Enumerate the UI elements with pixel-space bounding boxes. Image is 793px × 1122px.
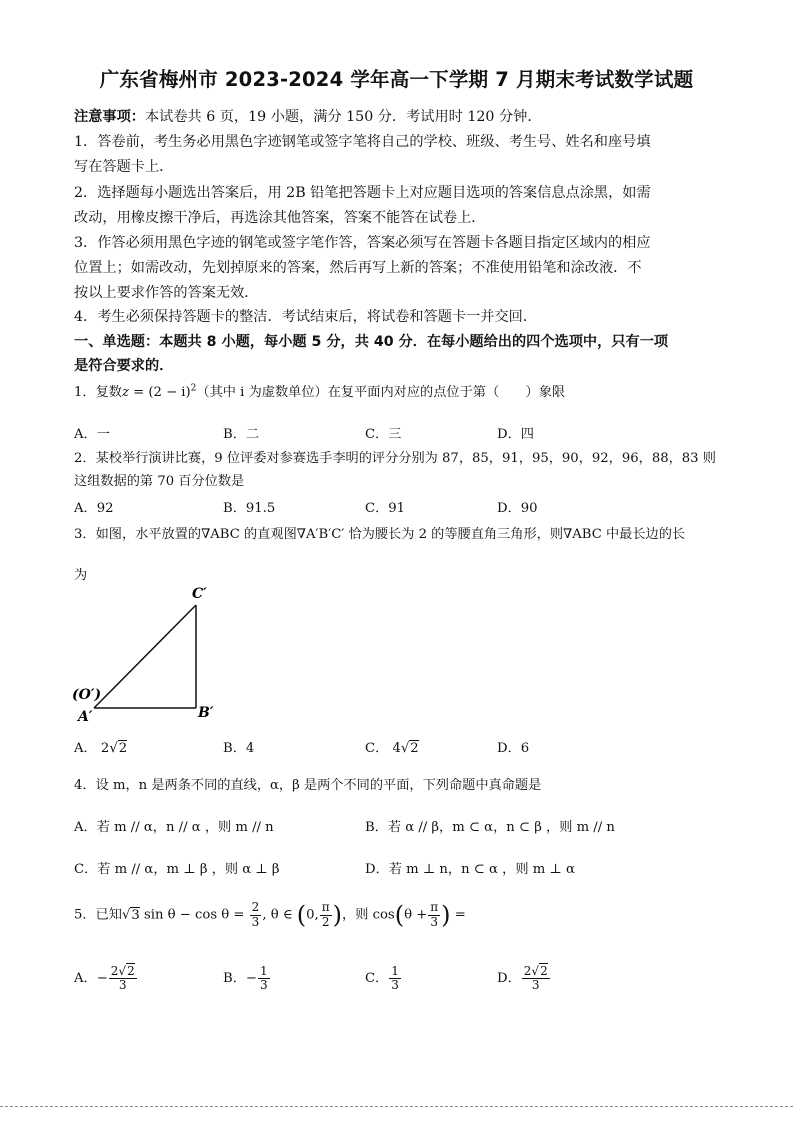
fraction-2-3: $\frac{2}{3}$ bbox=[251, 900, 260, 929]
question-2-line-1: 2．某校举行演讲比赛，9 位评委对参赛选手李明的评分分别为 87，85，91，95，90，92，96，88，83 则 bbox=[74, 451, 716, 466]
notice-item-3b: 位置上；如需改动，先划掉原来的答案，然后再写上新的答案；不准使用铅笔和涂改液．不 bbox=[74, 260, 642, 276]
label-a: A′ bbox=[78, 709, 93, 725]
question-5-stem: 5．已知√3 sin θ − cos θ = $\frac{2}{3}$ , θ ∈ (0, $\frac{\pi}{2}$ )，则 cos(θ + $\frac{\pi}{3}$ ) = bbox=[74, 900, 466, 929]
question-2-option-a[interactable]: A．92 bbox=[74, 501, 114, 516]
question-2-option-d[interactable]: D．90 bbox=[497, 501, 538, 516]
question-3-line-1: 3．如图，水平放置的∇ABC 的直观图∇A′B′C′ 恰为腰长为 2 的等腰直角三角形，则∇ABC 中最长边的长 bbox=[74, 527, 686, 542]
question-1-option-c[interactable]: C．三 bbox=[365, 427, 402, 442]
question-4-option-c[interactable]: C．若 m // α，m ⊥ β ，则 α ⊥ β bbox=[74, 862, 280, 877]
question-3-option-c[interactable]: C． 4√2 bbox=[365, 741, 419, 756]
notice-item-2a: 2．选择题每小题选出答案后，用 2B 铅笔把答题卡上对应题目选项的答案信息点涂黑，如需 bbox=[74, 185, 651, 201]
question-3-figure bbox=[70, 580, 230, 725]
question-5-option-b[interactable]: B．− $\frac{1}{3}$ bbox=[223, 964, 268, 993]
question-3-line-2: 为 bbox=[74, 568, 88, 583]
question-2-option-c[interactable]: C．91 bbox=[365, 501, 406, 516]
question-1-option-a[interactable]: A．一 bbox=[74, 427, 110, 442]
page-title: 广东省梅州市 2023-2024 学年高一下学期 7 月期末考试数学试题 bbox=[99, 68, 694, 91]
question-4-stem: 4．设 m，n 是两条不同的直线，α，β 是两个不同的平面，下列命题中真命题是 bbox=[74, 778, 542, 793]
notice-item-4: 4．考生必须保持答题卡的整洁．考试结束后，将试卷和答题卡一并交回． bbox=[74, 309, 538, 325]
question-5-option-c[interactable]: C． $\frac{1}{3}$ bbox=[365, 964, 399, 993]
question-2-line-2: 这组数据的第 70 百分位数是 bbox=[74, 474, 245, 489]
section-heading-2: 是符合要求的． bbox=[74, 358, 174, 374]
fraction-pi-3: $\frac{\pi}{3}$ bbox=[430, 900, 439, 929]
question-1-stem: 1．复数$z = (2 - i)^2$（其中 i 为虚数单位）在复平面内对应的点位于第（ ）象限 bbox=[74, 383, 566, 400]
notice-text: 本试卷共 6 页，19 小题，满分 150 分．考试用时 120 分钟． bbox=[144, 109, 542, 125]
question-3-option-a[interactable]: A． 2√2 bbox=[74, 741, 128, 756]
question-1-option-b[interactable]: B．二 bbox=[223, 427, 260, 442]
question-4-option-d[interactable]: D．若 m ⊥ n，n ⊂ α ，则 m ⊥ α bbox=[365, 862, 575, 877]
notice-item-3c: 按以上要求作答的答案无效． bbox=[74, 285, 259, 301]
question-5-option-a[interactable]: A．− $\frac{2√2}{3}$ bbox=[74, 964, 135, 993]
hypotenuse-line bbox=[94, 605, 196, 708]
page-footer-divider bbox=[0, 1106, 793, 1107]
notice-item-1a: 1．答卷前，考生务必用黑色字迹钢笔或签字笔将自己的学校、班级、考生号、姓名和座号填 bbox=[74, 134, 651, 150]
question-3-option-b[interactable]: B．4 bbox=[223, 741, 255, 756]
label-o: (O′) bbox=[72, 687, 102, 703]
fraction-pi-2: $\frac{\pi}{2}$ bbox=[321, 900, 330, 929]
section-heading-1: 一、单选题：本题共 8 小题，每小题 5 分，共 40 分．在每小题给出的四个选项中，只有一项 bbox=[74, 334, 669, 350]
question-3-option-d[interactable]: D．6 bbox=[497, 741, 530, 756]
notice-item-3a: 3．作答必须用黑色字迹的钢笔或签字笔作答，答案必须写在答题卡各题目指定区域内的相应 bbox=[74, 235, 651, 251]
notice-item-1b: 写在答题卡上． bbox=[74, 159, 174, 175]
label-c: C′ bbox=[192, 586, 207, 602]
notice-item-2b: 改动，用橡皮擦干净后，再选涂其他答案，答案不能答在试卷上． bbox=[74, 210, 486, 226]
notice-line bbox=[74, 106, 724, 126]
label-b: B′ bbox=[198, 705, 214, 721]
question-4-option-a[interactable]: A．若 m // α，n // α ，则 m // n bbox=[74, 820, 274, 835]
question-1-option-d[interactable]: D．四 bbox=[497, 427, 534, 442]
question-4-option-b[interactable]: B．若 α // β，m ⊂ α，n ⊂ β ，则 m // n bbox=[365, 820, 615, 835]
notice-label: 注意事项： bbox=[74, 109, 145, 125]
question-5-option-d[interactable]: D． $\frac{2√2}{3}$ bbox=[497, 964, 548, 993]
question-2-option-b[interactable]: B．91.5 bbox=[223, 501, 276, 516]
